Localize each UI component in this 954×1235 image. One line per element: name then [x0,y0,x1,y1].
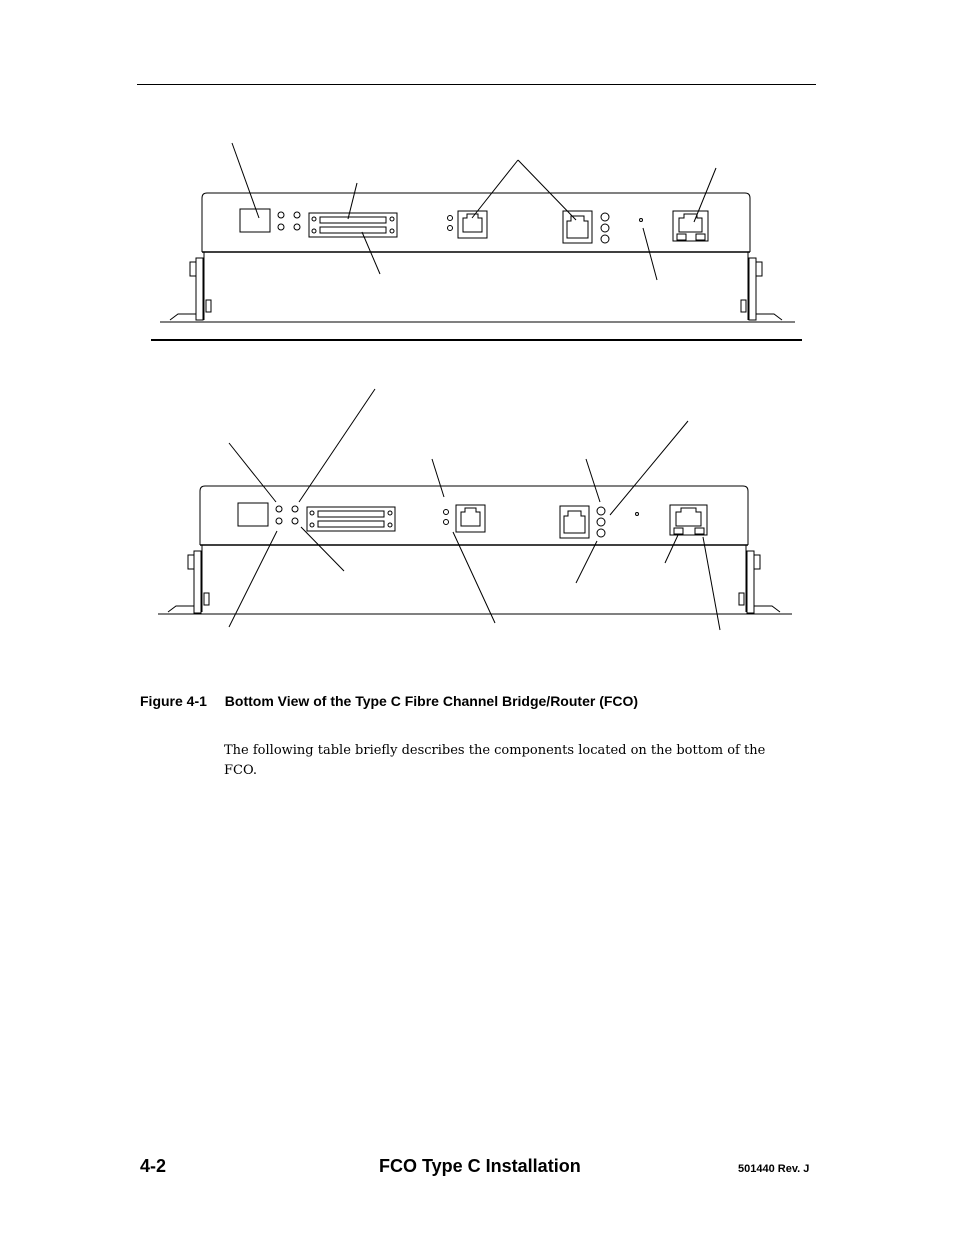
footer-doc-revision: 501440 Rev. J [738,1163,810,1175]
fco-unit-top-view [160,193,795,322]
footer-page-number: 4-2 [140,1156,167,1176]
body-paragraph: The following table briefly describes the components located on the bottom of the FCO. [224,743,766,778]
fco-unit-bottom-view [158,486,792,614]
power-port [673,211,708,241]
footer-chapter-title: FCO Type C Installation [379,1156,581,1176]
ethernet-port [458,211,487,238]
figure-caption [140,693,638,709]
figure-title: Bottom View of the Type C Fibre Channel Bridge/Router (FCO) [224,693,639,709]
figure-number: Figure 4-1 [140,693,207,709]
fibre-channel-port [240,209,270,232]
bottom-view-callouts [229,389,720,630]
